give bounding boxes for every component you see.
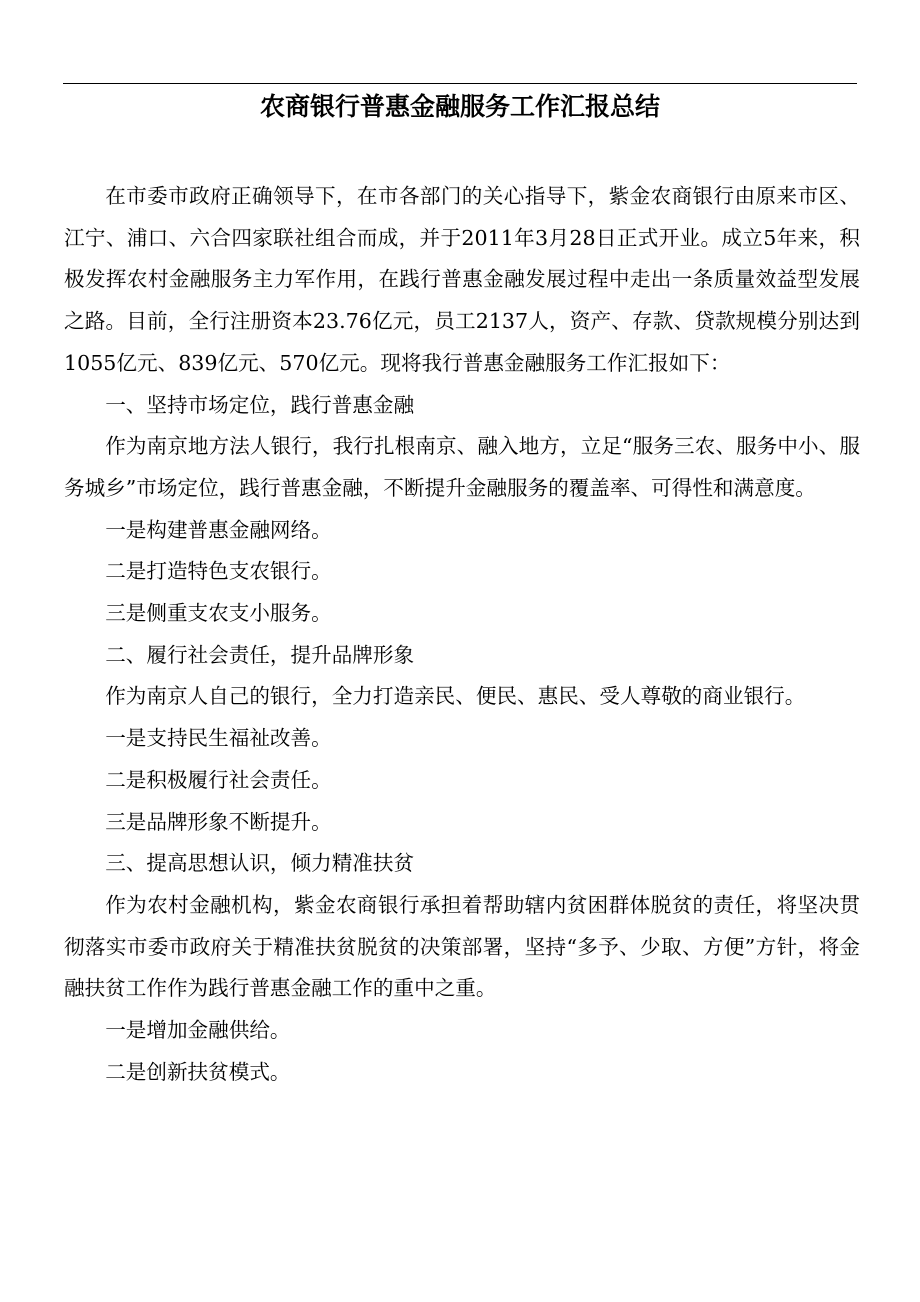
intro-paragraph: 在市委市政府正确领导下，在市各部门的关心指导下，紫金农商银行由原来市区、江宁、浦口、六合四家联社组合而成，并于2011年3月28日正式开业。成立5年来，积极发挥农村金融服务主力军作用，在践行普惠金融发展过程中走出一条质量效益型发展之路。目前，全行注册资本23.76亿元，员工2137人，资产、存款、贷款规模分别达到1055亿元、839亿元、570亿元。现将我行普惠金融服务工作汇报如下： (64, 184, 860, 375)
section-3-paragraph: 作为农村金融机构，紫金农商银行承担着帮助辖内贫困群体脱贫的责任，将坚决贯彻落实市委市政府关于精准扶贫脱贫的决策部署，坚持“多予、少取、方便”方针，将金融扶贫工作作为践行普惠金融工作的重中之重。 (64, 892, 860, 1001)
section-2-item-1: 一是支持民生福祉改善。 (105, 726, 332, 751)
section-1-item-1: 一是构建普惠金融网络。 (105, 517, 332, 542)
section-heading-1: 一、坚持市场定位，践行普惠金融 (105, 392, 415, 417)
section-1-paragraph: 作为南京地方法人银行，我行扎根南京、融入地方，立足“服务三农、服务中小、服务城乡”市场定位，践行普惠金融，不断提升金融服务的覆盖率、可得性和满意度。 (64, 434, 860, 500)
header-rule (63, 83, 857, 84)
section-2-item-3: 三是品牌形象不断提升。 (105, 809, 332, 834)
section-2-item-2: 二是积极履行社会责任。 (105, 767, 332, 792)
section-heading-2: 二、履行社会责任，提升品牌形象 (105, 642, 415, 667)
document-body (64, 176, 860, 1093)
section-heading-3: 三、提高思想认识，倾力精准扶贫 (105, 851, 415, 876)
section-2-paragraph: 作为南京人自己的银行，全力打造亲民、便民、惠民、受人尊敬的商业银行。 (105, 684, 806, 709)
section-3-item-2: 二是创新扶贫模式。 (105, 1059, 291, 1084)
section-1-item-2: 二是打造特色支农银行。 (105, 559, 332, 584)
document-title: 农商银行普惠金融服务工作汇报总结 (259, 92, 660, 121)
section-3-item-1: 一是增加金融供给。 (105, 1018, 291, 1043)
section-1-item-3: 三是侧重支农支小服务。 (105, 601, 332, 626)
